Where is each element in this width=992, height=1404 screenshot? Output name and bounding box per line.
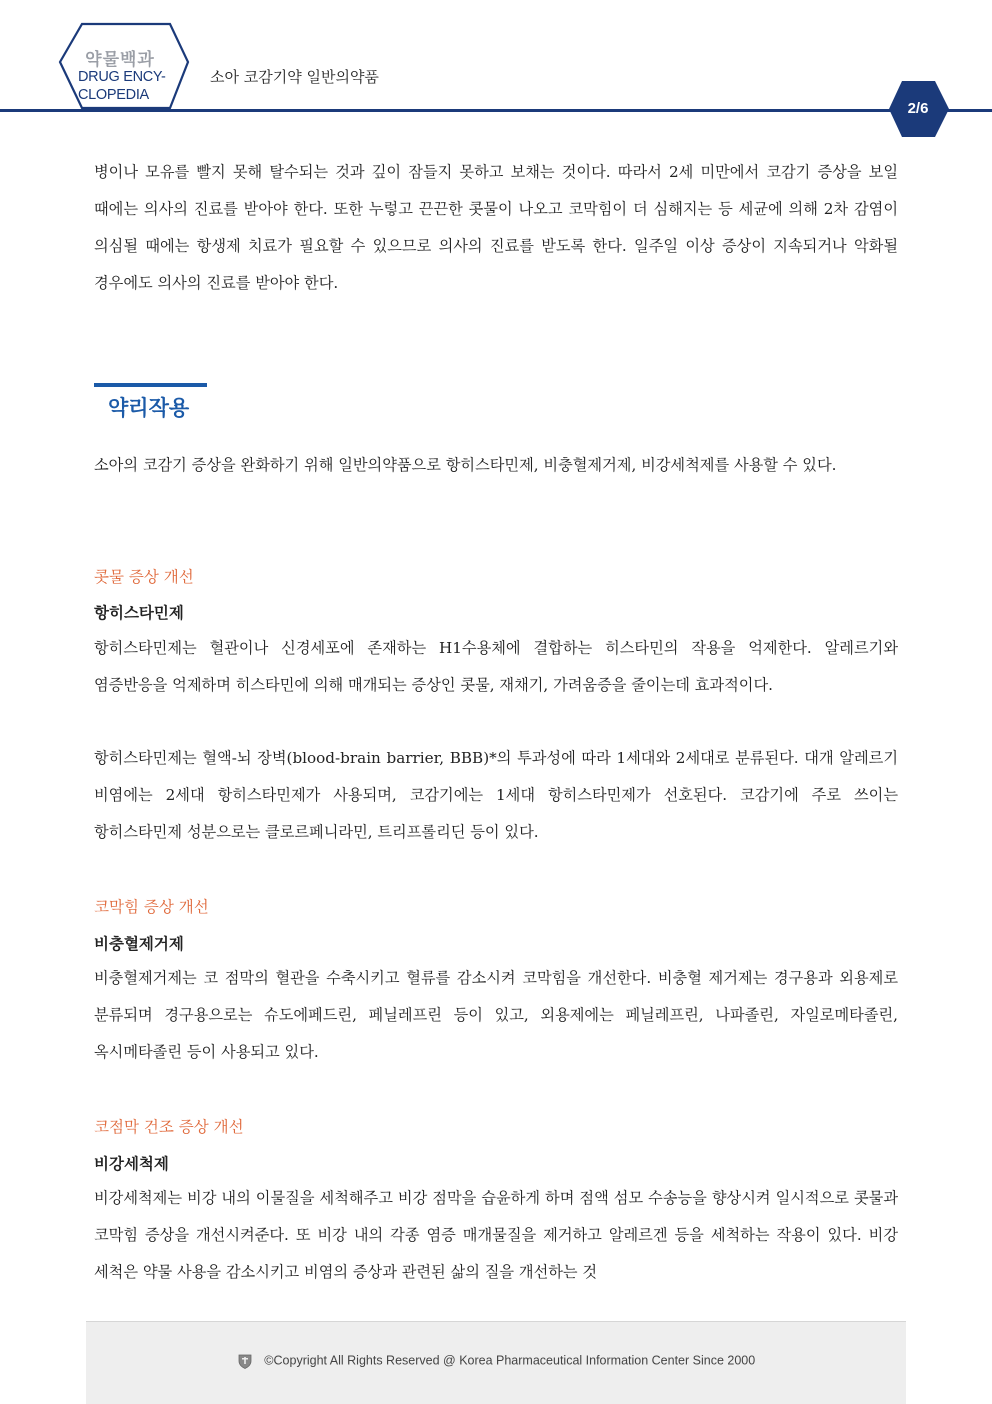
- intro-paragraph: 병이나 모유를 빨지 못해 탈수되는 것과 깊이 잠들지 못하고 보채는 것이다. 따라서 2세 미만에서 코감기 증상을 보일 때에는 의사의 진료를 받아야 한다. 또한 누렇고 끈끈한 콧물이 나오고 코막힘이 더 심해지는 등 세균에 의해 2차 감염이 의심될 때에는 항생제 치료가 필요할 수 있으므로 의사의 진료를 받도록 한다. 일주일 이상 증상이 지속되거나 악화될 경우에도 의사의 진료를 받아야 한다.: [94, 163, 898, 292]
- subsection-heading-runny-nose: 콧물 증상 개선: [94, 568, 194, 586]
- logo-korean: 약물백과: [85, 50, 155, 70]
- decongestant-paragraph: 비충혈제거제는 코 점막의 혈관을 수축시키고 혈류를 감소시켜 코막힘을 개선한다. 비충혈 제거제는 경구용과 외용제로 분류되며 경구용으로는 슈도에페드린, 페닐레프린 등이 있고, 외용제에는 페닐레프린, 나파졸린, 자일로메타졸린, 옥시메타졸린 등이 사용되고 있다.: [94, 969, 898, 1061]
- footer-copyright: ©Copyright All Rights Reserved @ Korea Pharmaceutical Information Center Since 2000: [264, 1353, 756, 1368]
- page-header: [0, 0, 992, 140]
- antihistamine-paragraph-2-block: [94, 740, 898, 851]
- antihistamine-paragraph-1-block: [94, 630, 898, 704]
- drug-heading-nasal-irrigation: 비강세척제: [94, 1154, 169, 1173]
- drug-heading-decongestant: 비충혈제거제: [94, 934, 184, 953]
- subsection-heading-nasal-congestion: 코막힘 증상 개선: [94, 898, 209, 916]
- decongestant-paragraph-block: [94, 960, 898, 1071]
- section-intro-paragraph: 소아의 코감기 증상을 완화하기 위해 일반의약품으로 항히스타민제, 비충혈제거제, 비강세척제를 사용할 수 있다.: [94, 456, 837, 474]
- footer-content: [86, 1353, 906, 1369]
- logo-english-line1: DRUG ENCY-: [78, 69, 166, 85]
- section-intro-block: [94, 447, 898, 484]
- page-footer: [86, 1321, 906, 1404]
- nasal-irrigation-paragraph: 비강세척제는 비강 내의 이물질을 세척해주고 비강 점막을 습윤하게 하며 점액 섬모 수송능을 향상시켜 일시적으로 콧물과 코막힘 증상을 개선시켜준다. 또 비강 내의 각종 염증 매개물질을 제거하고 알레르겐 등을 세척하는 작용이 있다. 비강 세척은 약물 사용을 감소시키고 비염의 증상과 관련된 삶의 질을 개선하는 것: [94, 1189, 898, 1281]
- antihistamine-paragraph-2: 항히스타민제는 혈액-뇌 장벽(blood-brain barrier, BBB)*의 투과성에 따라 1세대와 2세대로 분류된다. 대개 알레르기 비염에는 2세대 항히스타민제가 사용되며, 코감기에는 1세대 항히스타민제가 선호된다. 코감기에 주로 쓰이는 항히스타민제 성분으로는 클로르페니라민, 트리프롤리딘 등이 있다.: [94, 749, 898, 841]
- intro-block: [94, 154, 898, 302]
- antihistamine-paragraph-1: 항히스타민제는 혈관이나 신경세포에 존재하는 H1수용체에 결합하는 히스타민의 작용을 억제한다. 알레르기와 염증반응을 억제하며 히스타민에 의해 매개되는 증상인 콧물, 재채기, 가려움증을 줄이는데 효과적이다.: [94, 639, 898, 694]
- kpic-shield-icon: [237, 1353, 253, 1369]
- section-title-bar: [94, 383, 207, 387]
- page-number: 2/6: [907, 100, 929, 117]
- document-title: 소아 코감기약 일반의약품: [210, 68, 379, 86]
- section-title: 약리작용: [108, 396, 190, 420]
- logo-english: [78, 68, 184, 104]
- subsection-heading-dry-mucosa: 코점막 건조 증상 개선: [94, 1118, 244, 1136]
- drug-heading-antihistamine: 항히스타민제: [94, 603, 184, 622]
- header-divider: [0, 109, 992, 112]
- nasal-irrigation-paragraph-block: [94, 1180, 898, 1291]
- logo-english-line2: CLOPEDIA: [78, 87, 149, 103]
